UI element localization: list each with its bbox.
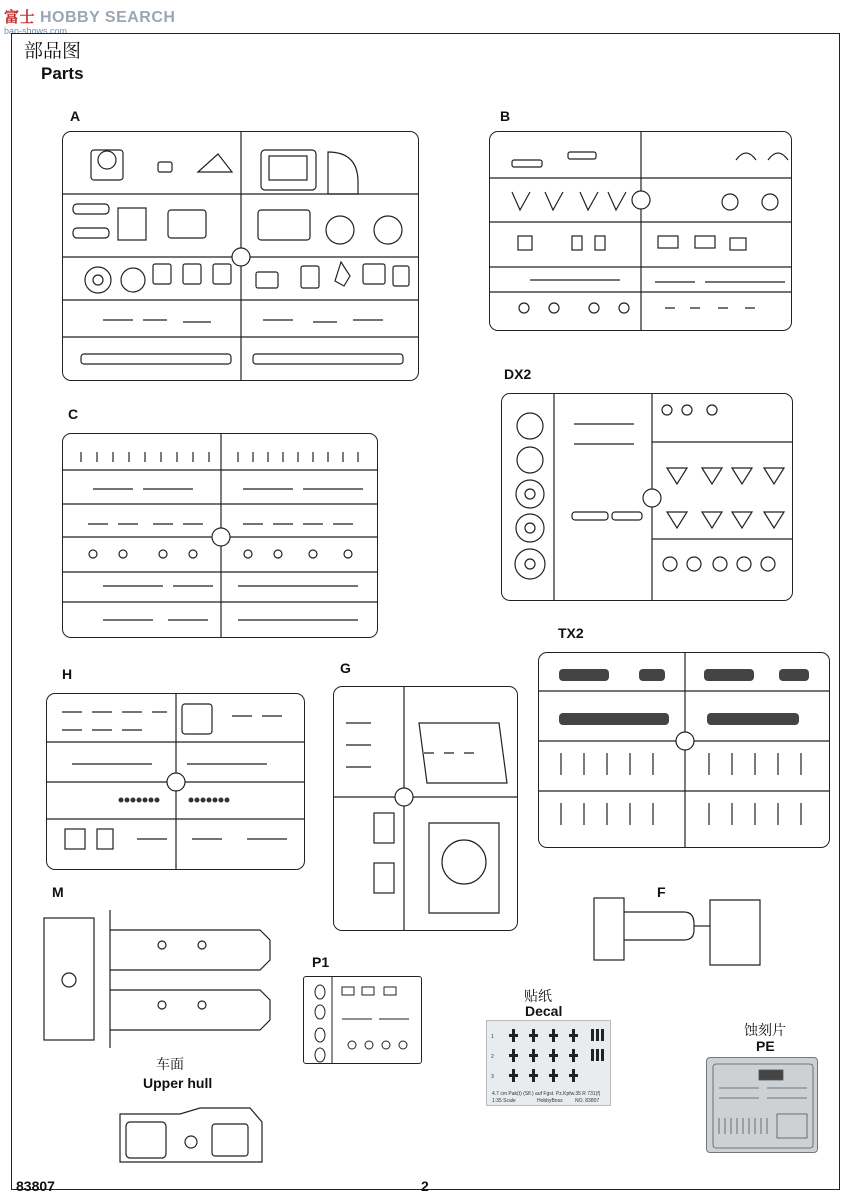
product-code: 83807 xyxy=(16,1178,55,1194)
sprue-c xyxy=(62,433,378,638)
sprue-h xyxy=(46,693,305,870)
sprue-label-tx2: TX2 xyxy=(558,625,584,641)
decal-brand: HobbyBoss xyxy=(537,1098,563,1104)
page-number: 2 xyxy=(421,1178,429,1194)
sprue-p1 xyxy=(303,976,422,1064)
decal-label-en: Decal xyxy=(525,1003,563,1019)
decal-caption: 4.7 cm Pak(t) (Sfl.) auf Fgst. Pz.Kpfw.35 R 731(f) xyxy=(492,1091,601,1097)
sprue-label-g: G xyxy=(340,660,351,676)
sprue-b-drawing xyxy=(490,132,792,331)
sprue-label-c: C xyxy=(68,406,79,422)
pe-fret-drawing xyxy=(707,1058,819,1154)
pe-fret xyxy=(706,1057,818,1153)
watermark-brand-cn: 富士 xyxy=(4,8,36,26)
watermark-brand-en: HOBBY SEARCH xyxy=(39,9,176,26)
sprue-label-dx2: DX2 xyxy=(504,366,532,382)
sprue-a xyxy=(62,131,419,381)
sprue-dx2-drawing xyxy=(502,394,793,601)
sprue-f xyxy=(590,890,775,970)
sprue-dx2 xyxy=(501,393,793,601)
sprue-g-drawing xyxy=(334,687,518,931)
decal-label-cn: 贴纸 xyxy=(524,989,552,1005)
pe-label-cn: 蚀刻片 xyxy=(744,1023,786,1039)
page-title-cn: 部品图 xyxy=(24,40,82,62)
sprue-p1-drawing xyxy=(304,977,422,1064)
upper-hull-drawing xyxy=(116,1104,266,1172)
decal-sheet xyxy=(486,1020,611,1106)
sprue-label-h: H xyxy=(62,666,73,682)
sprue-label-f: F xyxy=(657,884,666,900)
sprue-c-drawing xyxy=(63,434,378,638)
sprue-label-a: A xyxy=(70,108,81,124)
decal-row-number: 3 xyxy=(491,1074,494,1080)
pe-label-en: PE xyxy=(756,1038,775,1054)
upper-hull-label-cn: 车面 xyxy=(156,1057,184,1073)
sprue-label-m: M xyxy=(52,884,64,900)
sprue-m xyxy=(42,910,274,1048)
watermark-url: bao-shows.com xyxy=(4,26,68,36)
decal-row-number: 1 xyxy=(491,1034,494,1040)
page-title-en: Parts xyxy=(41,64,84,83)
watermark-logo xyxy=(4,6,175,27)
sprue-label-b: B xyxy=(500,108,511,124)
decal-row-number: 2 xyxy=(491,1054,494,1060)
sprue-h-drawing xyxy=(47,694,305,870)
decal-scale: 1:35 Scale xyxy=(492,1098,516,1104)
decal-number: NO. 83807 xyxy=(575,1098,600,1104)
sprue-tx2-drawing xyxy=(539,653,830,848)
sprue-a-drawing xyxy=(63,132,419,381)
sprue-b xyxy=(489,131,792,331)
sprue-label-p1: P1 xyxy=(312,954,330,970)
sprue-g xyxy=(333,686,518,931)
sprue-tx2 xyxy=(538,652,830,848)
upper-hull-label-en: Upper hull xyxy=(143,1075,213,1091)
